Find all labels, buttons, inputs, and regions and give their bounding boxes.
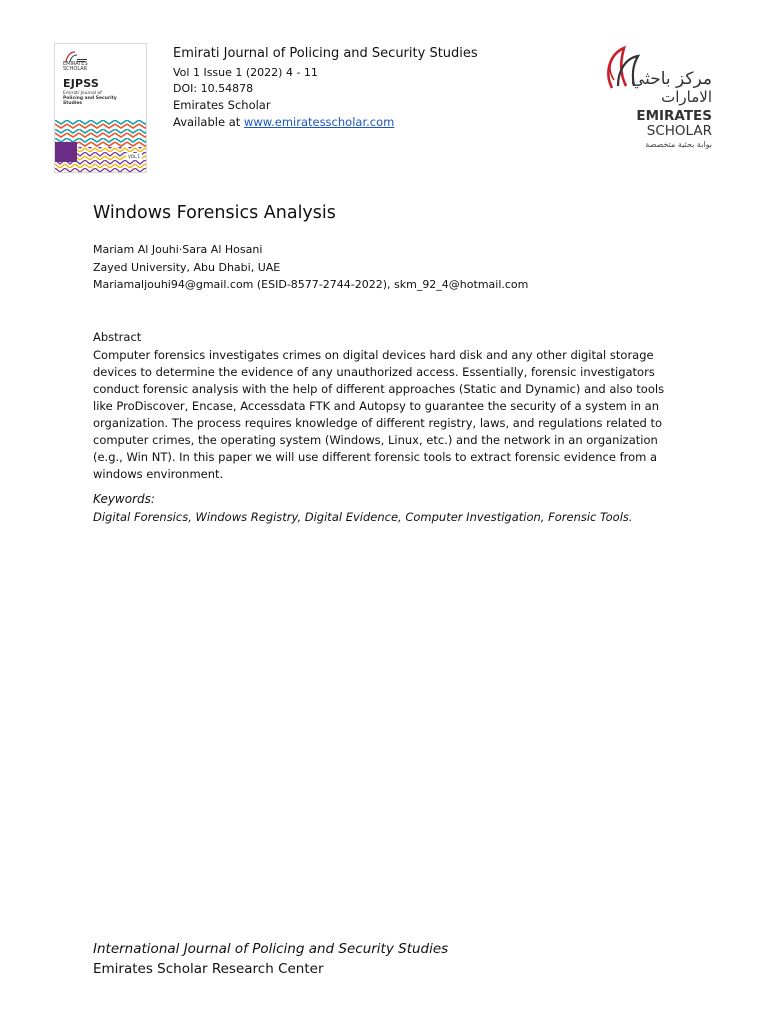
cover-brand bbox=[63, 62, 88, 72]
emirates-scholar-logo bbox=[600, 44, 718, 150]
journal-title: Emirati Journal of Policing and Security Studies bbox=[173, 46, 478, 61]
logo-english-line2: SCHOLAR bbox=[646, 123, 712, 139]
authors: Mariam Al Jouhi·Sara Al Hosani bbox=[93, 243, 263, 256]
cover-subtitle-line2: Policing and Security bbox=[63, 96, 117, 101]
availability-line bbox=[173, 115, 394, 129]
logo-arabic-line2: الامارات bbox=[661, 88, 712, 106]
cover-volume-badge: VOL.1 bbox=[128, 154, 140, 159]
cover-acronym: EJPSS bbox=[63, 77, 100, 90]
publisher: Emirates Scholar bbox=[173, 98, 271, 112]
website-link[interactable]: www.emiratesscholar.com bbox=[243, 115, 395, 129]
cover-brand-line2: SCHOLAR bbox=[63, 66, 88, 72]
footer-journal-name: International Journal of Policing and Security Studies bbox=[93, 941, 449, 957]
volume-issue: Vol 1 Issue 1 (2022) 4 - 11 bbox=[173, 66, 318, 79]
cover-chevron-pattern bbox=[55, 120, 147, 173]
abstract-body: Computer forensics investigates crimes on digital devices hard disk and any other digital storage devices to determine the evidence of any unauthorized access. Essentially, forensic investigators conduct forensic analysis with the help of different approaches (Static and Dynamic) and also tools like ProDiscover, Encase, Accessdata FTK and Autopsy to guarantee the security of a system in an organization. The process requires knowledge of different registry, laws, and regulations related to computer crimes, the operating system (Windows, Linux, etc.) and the network in an organization (e.g., Win NT). In this paper we will use different forensic tools to extract forensic evidence from a windows environment. bbox=[93, 348, 665, 481]
footer-research-center: Emirates Scholar Research Center bbox=[93, 961, 324, 977]
doi: DOI: 10.54878 bbox=[173, 82, 254, 95]
cover-subtitle-line3: Studies bbox=[63, 101, 83, 106]
availability-prefix: Available at bbox=[173, 115, 244, 129]
logo-arabic-tagline: بوابة بحثية متخصصة bbox=[645, 140, 712, 149]
logo-arabic-line1: مركز باحثي bbox=[630, 69, 712, 89]
abstract-heading: Abstract bbox=[93, 330, 142, 344]
cover-subtitle-line1: Emirati Journal of bbox=[63, 91, 102, 96]
logo-english-line1: EMIRATES bbox=[636, 108, 712, 124]
cover-brand-line1: EMIRATES bbox=[63, 61, 88, 67]
keywords-list: Digital Forensics, Windows Registry, Digital Evidence, Computer Investigation, Forensic Tools. bbox=[93, 510, 633, 524]
author-contacts: Mariamaljouhi94@gmail.com (ESID-8577-2744-2022), skm_92_4@hotmail.com bbox=[93, 278, 529, 291]
cover-subtitle bbox=[63, 91, 133, 106]
paper-title: Windows Forensics Analysis bbox=[93, 203, 336, 223]
keywords-heading: Keywords: bbox=[93, 492, 155, 506]
journal-cover-thumbnail bbox=[54, 43, 147, 173]
affiliation: Zayed University, Abu Dhabi, UAE bbox=[93, 261, 281, 274]
